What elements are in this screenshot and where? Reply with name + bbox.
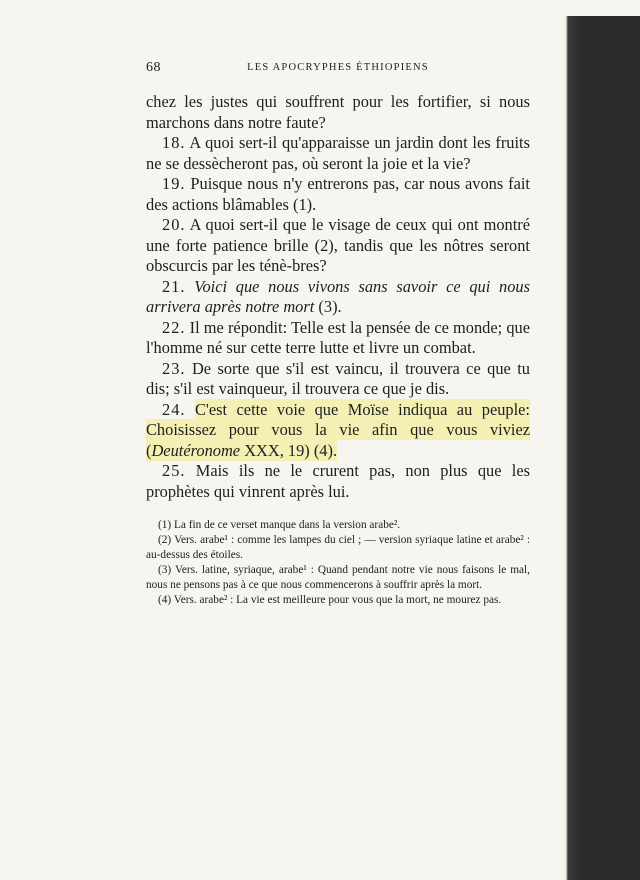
verse-20: [146, 215, 530, 277]
verse-text: Puisque nous n'y entrerons pas, car nous avons fait des actions blâmables (1).: [146, 174, 530, 214]
scanner-edge: [560, 0, 640, 880]
verse-number: 22.: [162, 317, 186, 337]
verse-text-italic: Voici que nous vivons sans savoir ce qui nous arrivera après notre mort: [146, 276, 531, 316]
verse-number: 19.: [162, 174, 186, 193]
footnote-4: (4) Vers. arabe² : La vie est meilleure pour vous que la mort, ne mourez pas.: [158, 594, 502, 606]
verse-number: 23.: [162, 358, 186, 378]
footnote-1: (1) La fin de ce verset manque dans la version arabe².: [158, 519, 401, 531]
footnotes: [146, 518, 530, 608]
verse-number: 18.: [162, 133, 186, 152]
book-title-italic: Deutéronome: [151, 440, 241, 460]
verse-text: A quoi sert-il qu'apparaisse un jardin dont les fruits ne se dessècheront pas, où seront la joie et la vie?: [146, 133, 530, 173]
paragraph-continuation: chez les justes qui souffrent pour les fortifier, si nous marchons dans notre faute?: [146, 92, 530, 132]
verse-text: Il me répondit: Telle est la pensée de ce monde; que l'homme né sur cette terre lutte et livre un combat.: [146, 317, 530, 357]
running-title: LES APOCRYPHES ÉTHIOPIENS: [247, 62, 429, 73]
footnote-3: (3) Vers. latine, syriaque, arabe¹ : Quand pendant notre vie nous faisons le mal, nous ne pensons pas à ce que nous commencerons à souffrir après la mort.: [146, 564, 530, 591]
verse-19: [146, 174, 530, 215]
page-number: 68: [146, 60, 161, 75]
verse-21: [146, 277, 530, 318]
footnote-2: (2) Vers. arabe¹ : comme les lampes du ciel ; — version syriaque latine et arabe² : au-dessus des étoiles.: [146, 534, 530, 561]
running-head: [146, 58, 530, 80]
main-text: [146, 92, 530, 502]
verse-22: [146, 318, 530, 359]
verse-18: [146, 133, 530, 174]
book-page: [146, 58, 530, 608]
verse-text: De sorte que s'il est vaincu, il trouvera ce que tu dis; s'il est vainqueur, il trouvera ce que je dis.: [146, 358, 530, 398]
verse-text: Mais ils ne le crurent pas, non plus que les prophètes qui vinrent après lui.: [146, 461, 530, 501]
verse-number: 20.: [162, 215, 186, 234]
verse-number: 25.: [162, 461, 186, 480]
verse-reference: XXX, 19) (4).: [244, 440, 338, 460]
verse-number: 24.: [162, 399, 186, 419]
verse-text: C'est cette voie que Moïse indiqua au peuple: Choisissez pour vous la vie afin que vous viviez (: [146, 399, 530, 460]
verse-25: [146, 461, 530, 502]
highlighted-text: [146, 399, 530, 461]
verse-text: A quoi sert-il que le visage de ceux qui ont montré une forte patience brille (2), tandis que les nôtres seront obscurcis par les ténè-bres?: [146, 215, 531, 275]
verse-24: [146, 400, 530, 462]
footnote-ref: (3).: [318, 297, 342, 316]
verse-number: 21.: [162, 276, 186, 296]
verse-23: [146, 359, 530, 400]
